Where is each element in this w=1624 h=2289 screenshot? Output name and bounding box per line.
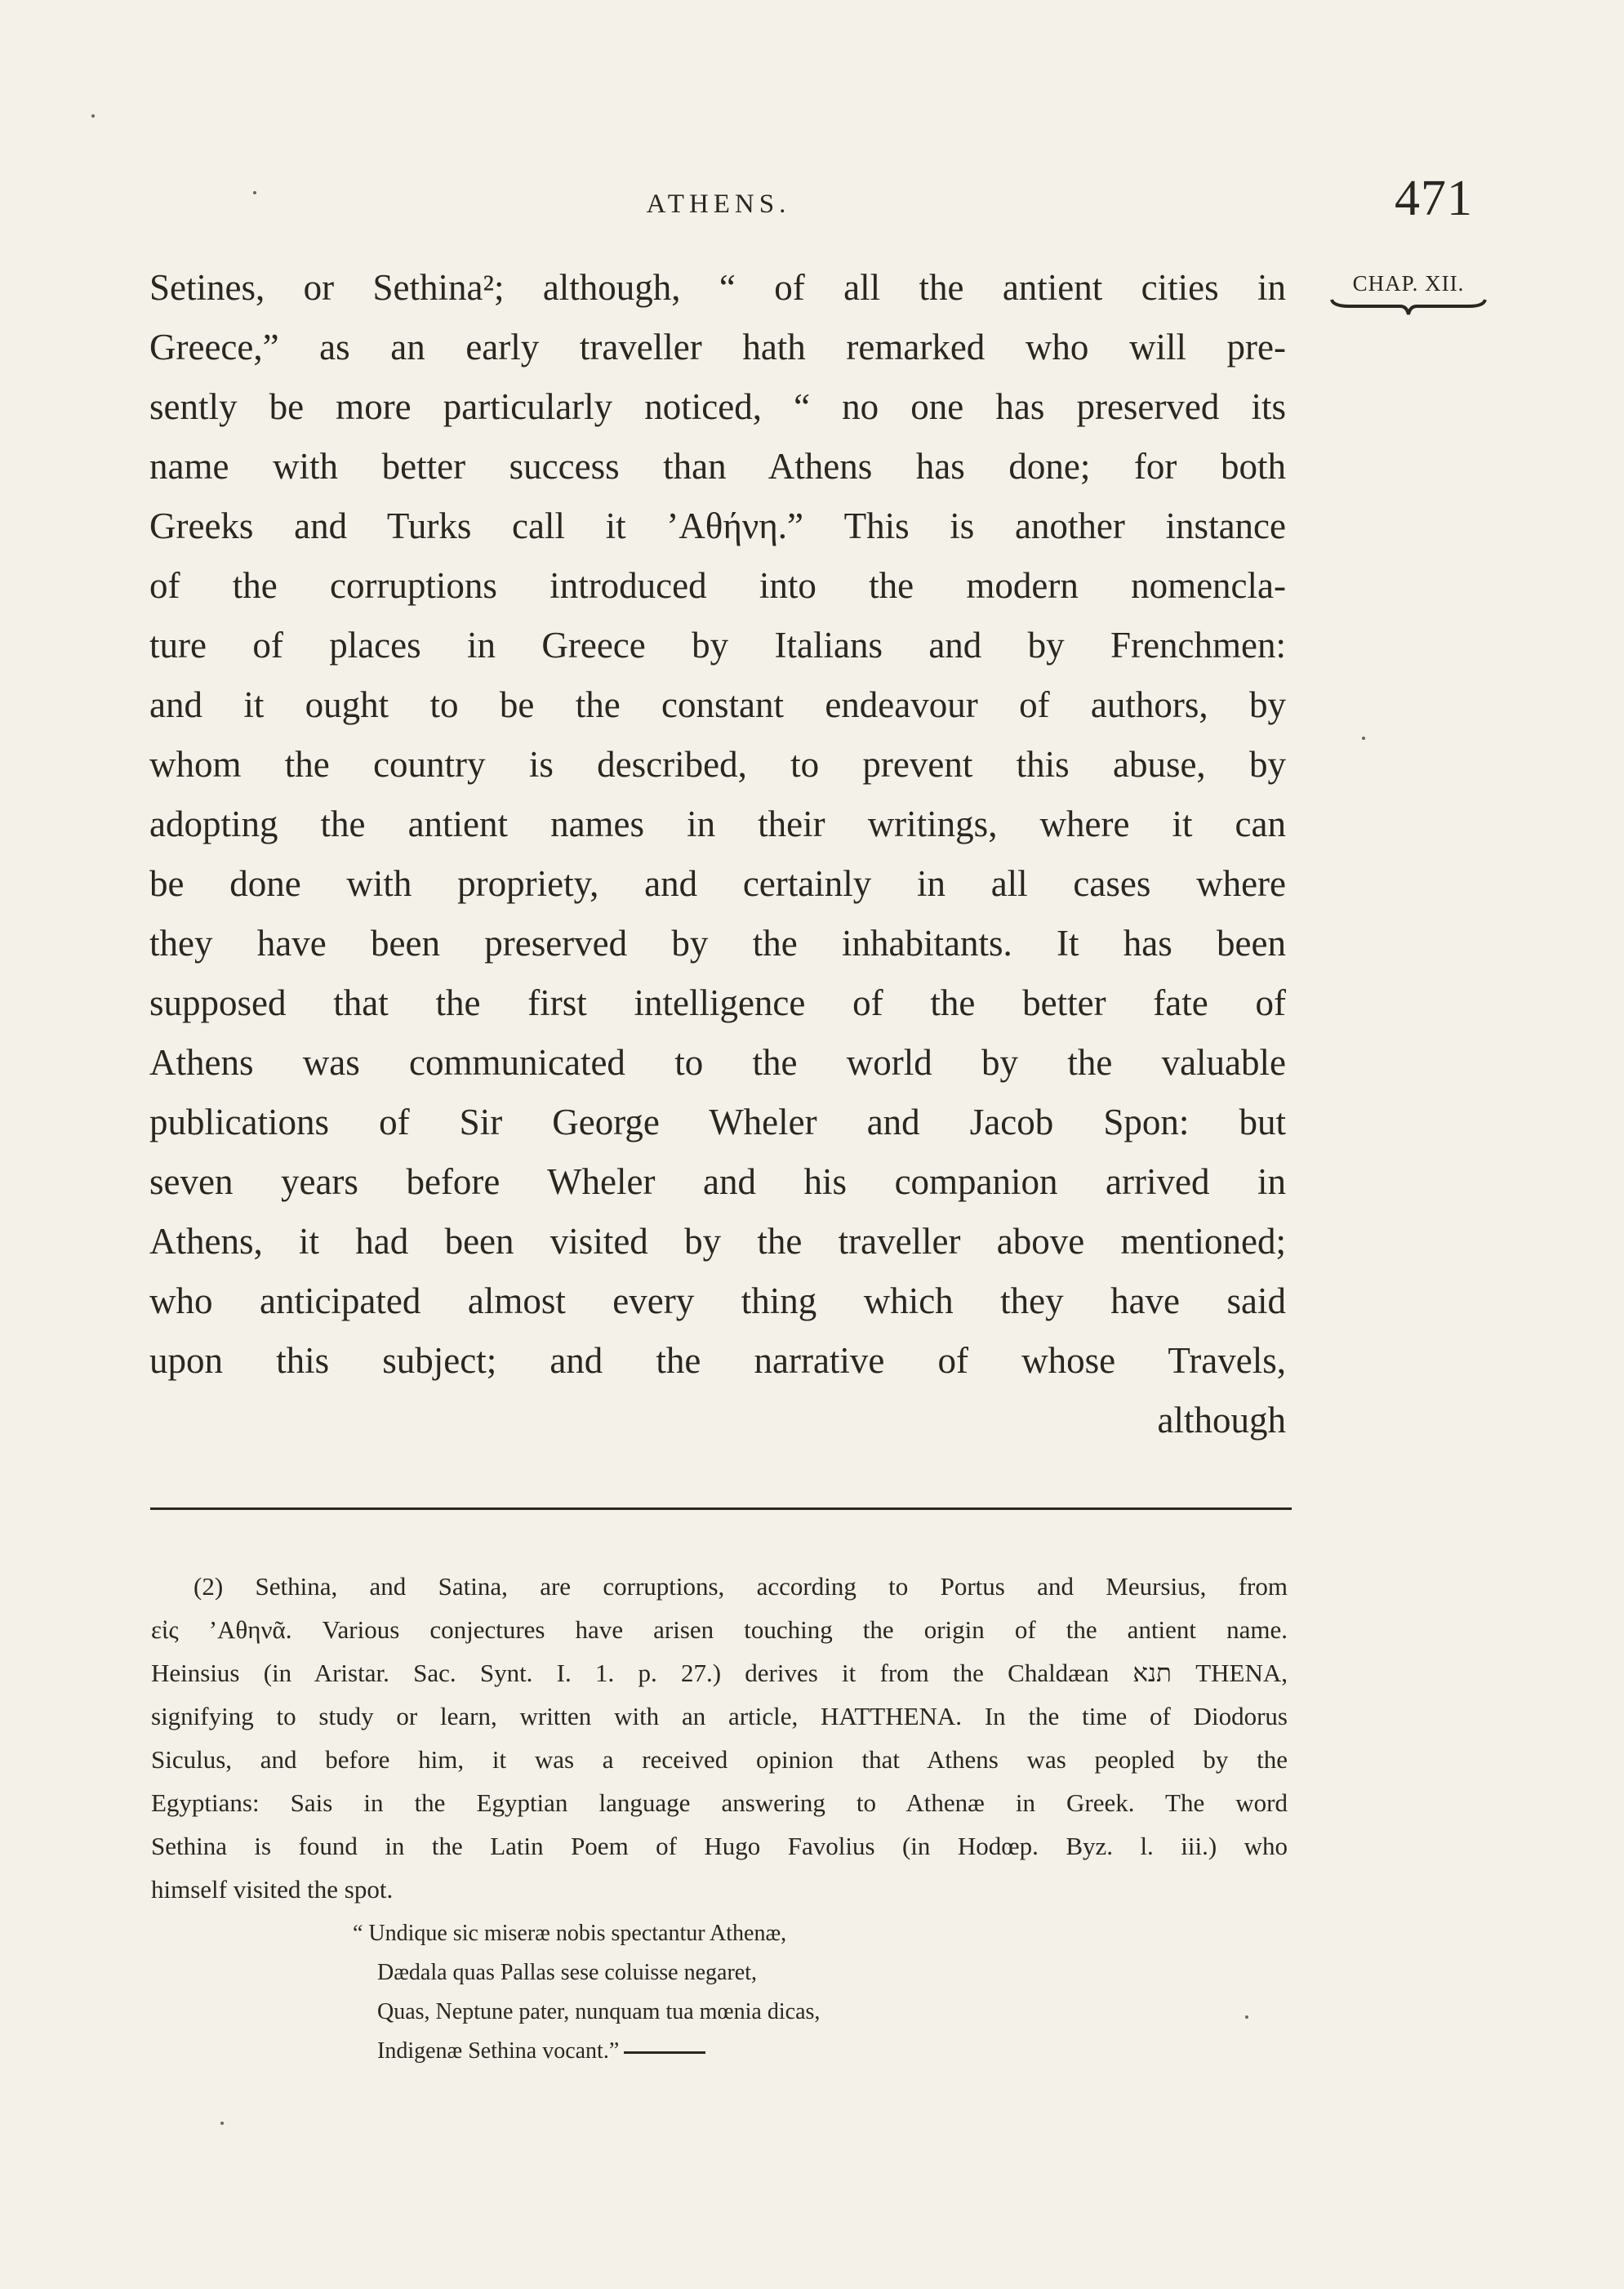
poem-line: Dædala quas Pallas sese coluisse negaret, <box>377 1960 757 1985</box>
text-line: ture of places in Greece by Italians and by Frenchmen: <box>149 625 1286 666</box>
footnote-line: Heinsius (in Aristar. Sac. Synt. I. 1. p. 27.) derives it from the Chaldæan תנא THENA, <box>151 1659 1288 1687</box>
text-line: Greece,” as an early traveller hath remarked who will pre- <box>149 327 1286 367</box>
footnote-line: εἰς ’Αθηνᾶ. Various conjectures have arisen touching the origin of the antient name. <box>151 1615 1288 1644</box>
text-line: seven years before Wheler and his companion arrived in <box>149 1161 1286 1202</box>
paper-speck <box>1362 737 1365 740</box>
chapter-label: CHAP. XII. <box>1352 271 1465 296</box>
poem-line <box>353 2032 1088 2071</box>
text-line: upon this subject; and the narrative of whose Travels, <box>149 1340 1286 1381</box>
text-line: publications of Sir George Wheler and Jacob Spon: but <box>149 1102 1286 1142</box>
paper-speck <box>253 191 256 194</box>
catchword-line: although <box>1157 1400 1286 1441</box>
footnote-rule <box>150 1507 1292 1510</box>
brace-icon <box>1328 298 1488 316</box>
footnote-quotation <box>353 1914 1088 2071</box>
text-line: whom the country is described, to prevent this abuse, by <box>149 744 1286 785</box>
footnote <box>151 1565 1288 1911</box>
text-line: who anticipated almost every thing which they have said <box>149 1280 1286 1321</box>
closing-dash <box>624 2051 705 2054</box>
text-line: Setines, or Sethina²; although, “ of all the antient cities in <box>149 267 1286 308</box>
footnote-line: Siculus, and before him, it was a received opinion that Athens was peopled by the <box>151 1745 1288 1774</box>
text-line: adopting the antient names in their writings, where it can <box>149 804 1286 844</box>
text-line: of the corruptions introduced into the modern nomencla- <box>149 565 1286 606</box>
paper-speck <box>91 114 95 118</box>
footnote-line: signifying to study or learn, written with an article, HATTHENA. In the time of Diodorus <box>151 1702 1288 1730</box>
footnote-line: Egyptians: Sais in the Egyptian language answering to Athenæ in Greek. The word <box>151 1788 1288 1817</box>
chapter-margin-note <box>1323 271 1494 316</box>
text-line: Greeks and Turks call it ’Αθήνη.” This is another instance <box>149 505 1286 546</box>
text-line: Athens was communicated to the world by the valuable <box>149 1042 1286 1083</box>
footnote-line: himself visited the spot. <box>151 1875 394 1904</box>
poem-line: Quas, Neptune pater, nunquam tua mœnia dicas, <box>377 1999 821 2024</box>
page-number: 471 <box>1395 171 1473 226</box>
text-line: they have been preserved by the inhabitants. It has been <box>149 923 1286 964</box>
text-line: sently be more particularly noticed, “ no one has preserved its <box>149 386 1286 427</box>
footnote-line: Sethina is found in the Latin Poem of Hugo Favolius (in Hodœp. Byz. l. iii.) who <box>151 1832 1288 1860</box>
paper-speck <box>1245 2015 1248 2019</box>
running-title: ATHENS. <box>646 189 791 219</box>
main-text <box>149 258 1286 1450</box>
poem-last-line: Indigenæ Sethina vocant.” <box>377 2038 620 2064</box>
poem-line: “ Undique sic miseræ nobis spectantur Athenæ, <box>353 1921 787 1946</box>
text-line: name with better success than Athens has done; for both <box>149 446 1286 487</box>
text-line: supposed that the first intelligence of the better fate of <box>149 982 1286 1023</box>
text-line: be done with propriety, and certainly in all cases where <box>149 863 1286 904</box>
text-line: and it ought to be the constant endeavour of authors, by <box>149 684 1286 725</box>
footnote-line: (2) Sethina, and Satina, are corruptions, according to Portus and Meursius, from <box>194 1572 1288 1601</box>
paper-speck <box>220 2122 224 2125</box>
text-line: Athens, it had been visited by the traveller above mentioned; <box>149 1221 1286 1262</box>
